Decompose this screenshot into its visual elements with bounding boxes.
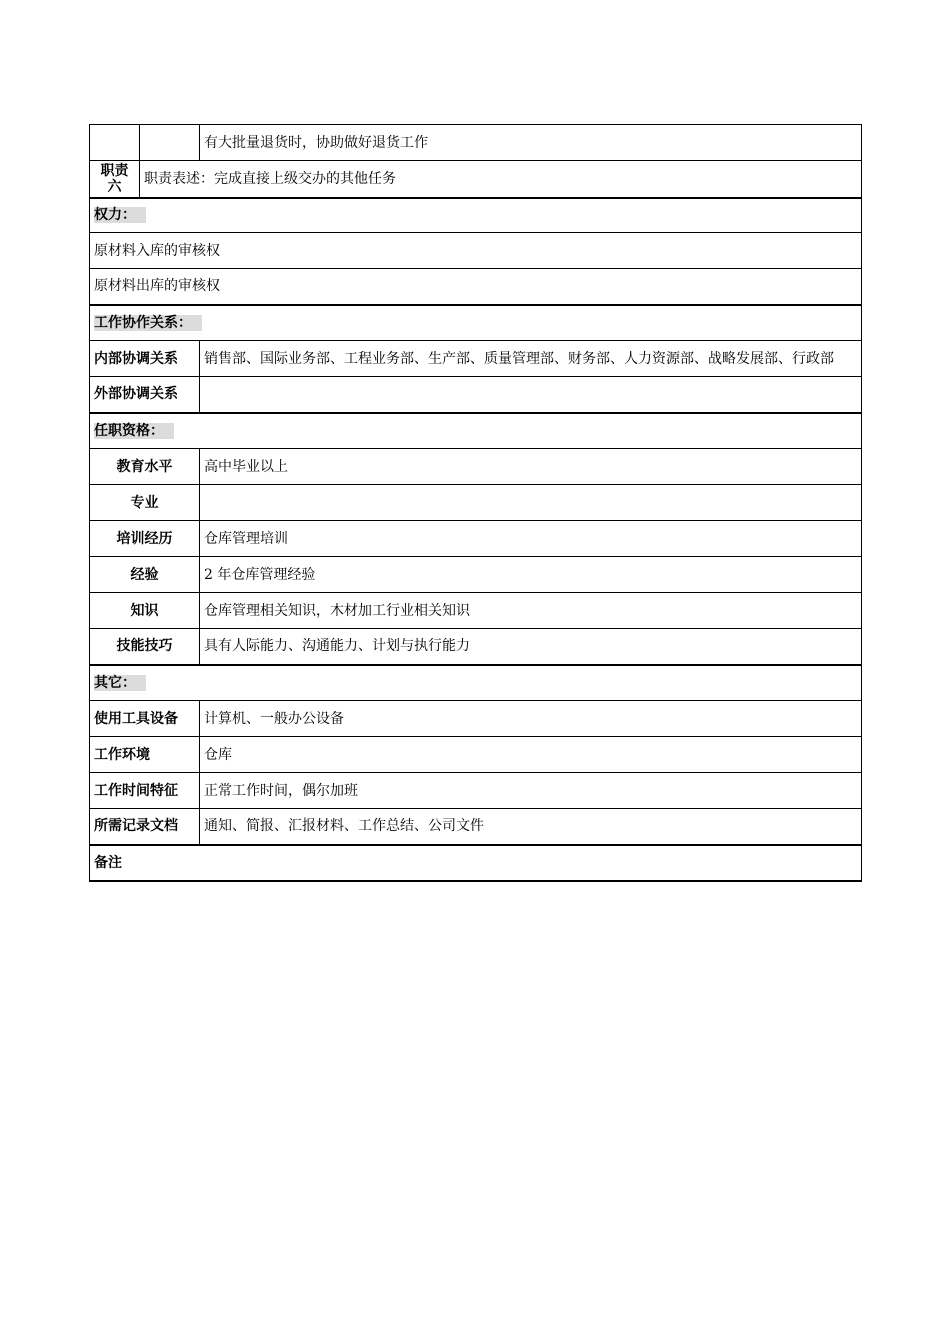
qualifications-header: 任职资格：	[90, 413, 862, 449]
qualifications-header-row	[90, 413, 862, 449]
qualification-label: 经验	[90, 557, 200, 593]
qualification-value	[200, 485, 862, 521]
other-label: 使用工具设备	[90, 701, 200, 737]
other-value: 通知、简报、汇报材料、工作总结、公司文件	[200, 809, 862, 845]
other-label: 所需记录文档	[90, 809, 200, 845]
relations-header-row	[90, 305, 862, 341]
authority-item: 原材料出库的审核权	[90, 269, 862, 305]
duty-prev-text: 有大批量退货时，协助做好退货工作	[200, 125, 862, 161]
job-description-table	[89, 124, 862, 882]
qualification-value: 2 年仓库管理经验	[200, 557, 862, 593]
internal-relations-label: 内部协调关系	[90, 341, 200, 377]
other-row	[90, 773, 862, 809]
authority-item: 原材料入库的审核权	[90, 233, 862, 269]
duty-prev-row	[90, 125, 862, 161]
duty6-label-line1: 职责	[100, 162, 129, 179]
other-row	[90, 737, 862, 773]
qualification-label: 培训经历	[90, 521, 200, 557]
other-label: 工作时间特征	[90, 773, 200, 809]
qualification-row	[90, 593, 862, 629]
external-relations-row	[90, 377, 862, 413]
other-value: 仓库	[200, 737, 862, 773]
authority-item-row	[90, 233, 862, 269]
other-header-row	[90, 665, 862, 701]
duty6-label-line2: 六	[107, 178, 122, 195]
duty-prev-label-cell	[90, 125, 140, 161]
qualification-row	[90, 485, 862, 521]
duty6-row	[90, 161, 862, 198]
authority-header-row	[90, 198, 862, 233]
qualification-label: 技能技巧	[90, 629, 200, 665]
other-value: 计算机、一般办公设备	[200, 701, 862, 737]
authority-header: 权力：	[90, 198, 862, 233]
other-header: 其它：	[90, 665, 862, 701]
internal-relations-row	[90, 341, 862, 377]
other-label: 工作环境	[90, 737, 200, 773]
qualification-row	[90, 449, 862, 485]
relations-header: 工作协作关系：	[90, 305, 862, 341]
internal-relations-value: 销售部、国际业务部、工程业务部、生产部、质量管理部、财务部、人力资源部、战略发展部、行政部	[200, 341, 862, 377]
external-relations-value	[200, 377, 862, 413]
qualification-value: 仓库管理培训	[200, 521, 862, 557]
duty6-label	[90, 161, 140, 198]
duty6-text: 职责表述：完成直接上级交办的其他任务	[140, 161, 862, 198]
qualification-row	[90, 521, 862, 557]
qualification-value: 仓库管理相关知识，木材加工行业相关知识	[200, 593, 862, 629]
qualification-label: 教育水平	[90, 449, 200, 485]
other-row	[90, 809, 862, 845]
duty-prev-sub-cell	[140, 125, 200, 161]
remarks-label: 备注	[90, 845, 862, 881]
qualification-label: 知识	[90, 593, 200, 629]
qualification-row	[90, 629, 862, 665]
other-value: 正常工作时间，偶尔加班	[200, 773, 862, 809]
qualification-value: 具有人际能力、沟通能力、计划与执行能力	[200, 629, 862, 665]
remarks-row	[90, 845, 862, 881]
qualification-row	[90, 557, 862, 593]
external-relations-label: 外部协调关系	[90, 377, 200, 413]
qualification-label: 专业	[90, 485, 200, 521]
authority-item-row	[90, 269, 862, 305]
qualification-value: 高中毕业以上	[200, 449, 862, 485]
other-row	[90, 701, 862, 737]
